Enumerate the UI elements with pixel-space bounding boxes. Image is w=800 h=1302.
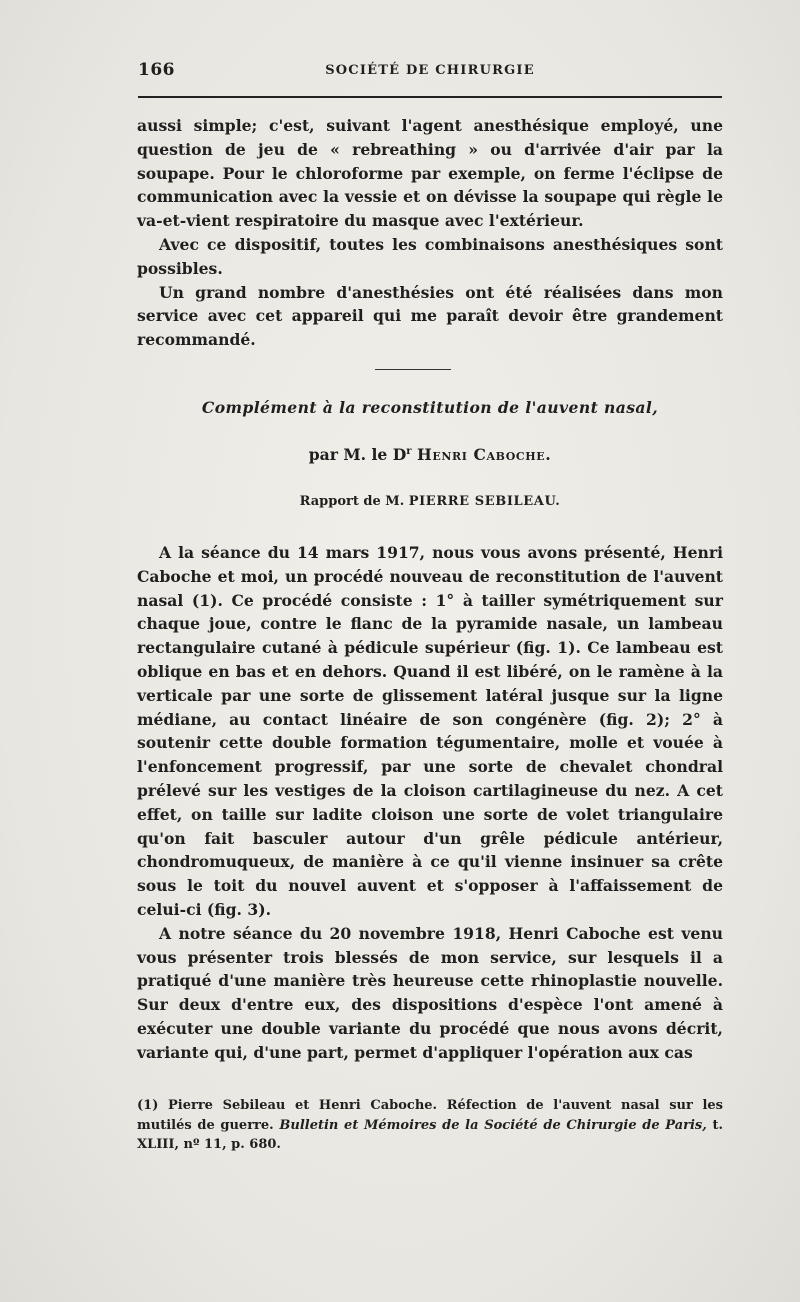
- intro-paragraph-1: aussi simple; c'est, suivant l'agent anesthésique employé, une question de jeu de « rebreathing » ou d'arrivée d'air par la soupape. Pour le chloroforme par exemple, on ferme l'éclipse de communication avec la vessie et on dévisse la soupape qui règle le va-et-vient respiratoire du masque avec l'extérieur.: [137, 116, 723, 231]
- main-paragraph-1: A la séance du 14 mars 1917, nous vous avons présenté, Henri Caboche et moi, un procédé nouveau de reconstitution de l'auvent nasal (1). Ce procédé consiste : 1° à tailler symétriquement sur chaque joue, contre le flanc de la pyramide nasale, un lambeau rectangulaire cutané à pédicule supérieur (fig. 1). Ce lambeau est oblique en bas et en dehors. Quand il est libéré, on le ramène à la verticale par une sorte de glissement latéral jusque sur la ligne médiane, au contact linéaire de son congénère (fig. 2); 2° à soutenir cette double formation tégumentaire, molle et vouée à l'enfoncement progressif, par une sorte de chevalet chondral prélevé sur les vestiges de la cloison cartilagineuse du nez. A cet effet, on taille sur ladite cloison une sorte de volet triangulaire qu'on fait basculer autour d'un grêle pédicule antérieur, chondromuqueux, de manière à ce qu'il vienne insinuer sa crête sous le toit du nouvel auvent et s'opposer à l'affaissement de celui-ci (fig. 3).: [137, 543, 723, 919]
- header-rule: [138, 96, 722, 98]
- byline-prefix: par M. le D: [308, 445, 407, 464]
- page-number: 166: [138, 60, 175, 80]
- article-byline: [137, 445, 723, 464]
- section-separator: [375, 369, 451, 370]
- footnote-ref: t. XLIII, nº 11, p. 680.: [137, 1117, 724, 1152]
- report-prefix: Rapport de M.: [299, 494, 405, 509]
- main-paragraph-2: A notre séance du 20 novembre 1918, Henri Caboche est venu vous présenter trois blessés de mon service, sur lesquels il a pratiqué d'une manière très heureuse cette rhinoplastie nouvelle. Sur deux d'entre eux, des dispositions d'espèce l'ont amené à exécuter une double variante du procédé que nous avons décrit, variante qui, d'une part, permet d'appliquer l'opération aux cas: [137, 923, 723, 1062]
- intro-paragraph-2: Avec ce dispositif, toutes les combinaisons anesthésiques sont possibles.: [137, 234, 723, 278]
- main-text: [137, 541, 723, 1065]
- report-line: [137, 494, 723, 509]
- byline-sup: r: [406, 445, 412, 457]
- footnote: [137, 1096, 723, 1155]
- footnote-journal: Bulletin et Mémoires de la Société de Chirurgie de Paris,: [279, 1117, 707, 1133]
- page-header: [138, 60, 722, 84]
- intro-text: [137, 114, 723, 352]
- footnote-text: (1) Pierre Sebileau et Henri Caboche. Réfection de l'auvent nasal sur les mutilés de guerre.: [137, 1098, 723, 1133]
- intro-paragraph-3: Un grand nombre d'anesthésies ont été réalisées dans mon service avec cet appareil qui me paraît devoir être grandement recommandé.: [137, 282, 723, 350]
- byline-author: Henri Caboche.: [417, 445, 552, 464]
- article-title: Complément à la reconstitution de l'auvent nasal,: [201, 398, 659, 417]
- report-author: PIERRE SEBILEAU.: [408, 494, 561, 509]
- running-head: SOCIÉTÉ DE CHIRURGIE: [325, 63, 535, 78]
